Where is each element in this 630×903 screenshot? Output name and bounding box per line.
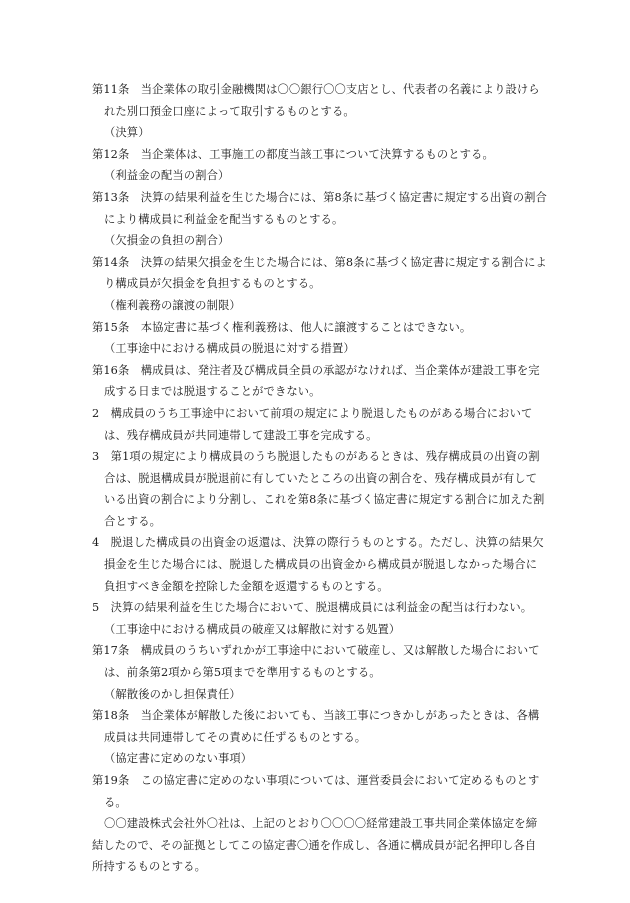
article-16-item-4-line-3: 負担すべき金額を控除した金額を返還するものとする。 [104,579,389,593]
article-16-item-3-line-4: 合とする。 [104,514,161,528]
article-17-line-2: は、前条第2項から第5項までを準用するものとする。 [104,666,381,680]
article-14-line-2: り構成員が欠損金を負担するものとする。 [104,277,321,291]
caption-loss-burden: （欠損金の負担の割合） [104,234,230,248]
caption-member-withdrawal: （工事途中における構成員の脱退に対する措置） [104,342,355,356]
article-19-line-1: 第19条 この協定書に定めのない事項については、運営委員会において定めるものとす [92,774,540,787]
caption-settlement: （決算） [104,126,150,140]
article-16-item-3-line-3: いる出資の割合により分割し、これを第8条に基づく協定書に規定する割合に加えた割 [104,493,545,507]
caption-defect-liability: （解散後のかし担保責任） [104,687,241,701]
closing-line-2: 結したので、その証拠としてこの協定書〇通を作成し、各通に構成員が記名押印し各自 [92,838,537,852]
caption-undefined-matters: （協定書に定めのない事項） [104,752,253,766]
article-13-line-1: 第13条 決算の結果利益を生じた場合には、第8条に基づく協定書に規定する出資の割合 [92,190,547,204]
article-18-line-1: 第18条 当企業体が解散した後においても、当該工事につきかしがあったときは、各構 [92,709,540,723]
article-16-item-2-line-1: 2 構成員のうち工事途中において前項の規定により脱退したものがある場合において [92,406,533,420]
article-16-item-3-line-1: 3 第1項の規定により構成員のうち脱退したものがあるときは、残存構成員の出資の割 [92,450,540,464]
article-12-line-1: 第12条 当企業体は、工事施工の都度当該工事について決算するものとする。 [92,147,494,161]
article-11-line-2: れた別口預金口座によって取引するものとする。 [104,104,355,118]
article-17-line-1: 第17条 構成員のうちいずれかが工事途中において破産し、又は解散した場合において [92,644,540,658]
article-16-item-5-line-1: 5 決算の結果利益を生じた場合において、脱退構成員には利益金の配当は行わない。 [92,601,533,615]
closing-line-3: 所持するものとする。 [92,860,206,874]
caption-profit-distribution: （利益金の配当の割合） [104,169,230,183]
article-18-line-2: 成員は共同連帯してその責めに任ずるものとする。 [104,730,367,744]
closing-line-1: 〇〇建設株式会社外〇社は、上記のとおり〇〇〇〇経常建設工事共同企業体協定を締 [104,817,538,831]
article-19-line-2: る。 [104,795,127,809]
article-11-line-1: 第11条 当企業体の取引金融機関は〇〇銀行〇〇支店とし、代表者の名義により設けら [92,83,540,96]
article-14-line-1: 第14条 決算の結果欠損金を生じた場合には、第8条に基づく協定書に規定する割合によ [92,255,547,269]
document-body [92,79,550,878]
article-16-item-2-line-2: は、残存構成員が共同連帯して建設工事を完成する。 [104,428,378,442]
article-16-item-4-line-2: 損金を生じた場合には、脱退した構成員の出資金から構成員が脱退しなかった場合に [104,558,538,572]
article-13-line-2: により構成員に利益金を配当するものとする。 [104,212,344,226]
article-16-line-1: 第16条 構成員は、発注者及び構成員全員の承認がなければ、当企業体が建設工事を完 [92,363,540,377]
article-16-item-4-line-1: 4 脱退した構成員の出資金の返還は、決算の際行うものとする。ただし、決算の結果欠 [92,536,544,550]
article-16-line-2: 成する日までは脱退することができない。 [104,385,321,399]
caption-transfer-restriction: （権利義務の譲渡の制限） [104,298,241,312]
caption-bankruptcy-dissolution: （工事途中における構成員の破産又は解散に対する処置） [104,622,401,636]
article-16-item-3-line-2: 合は、脱退構成員が脱退前に有していたところの出資の割合を、残存構成員が有して [104,471,538,485]
article-15-line-1: 第15条 本協定書に基づく権利義務は、他人に譲渡することはできない。 [92,320,472,334]
